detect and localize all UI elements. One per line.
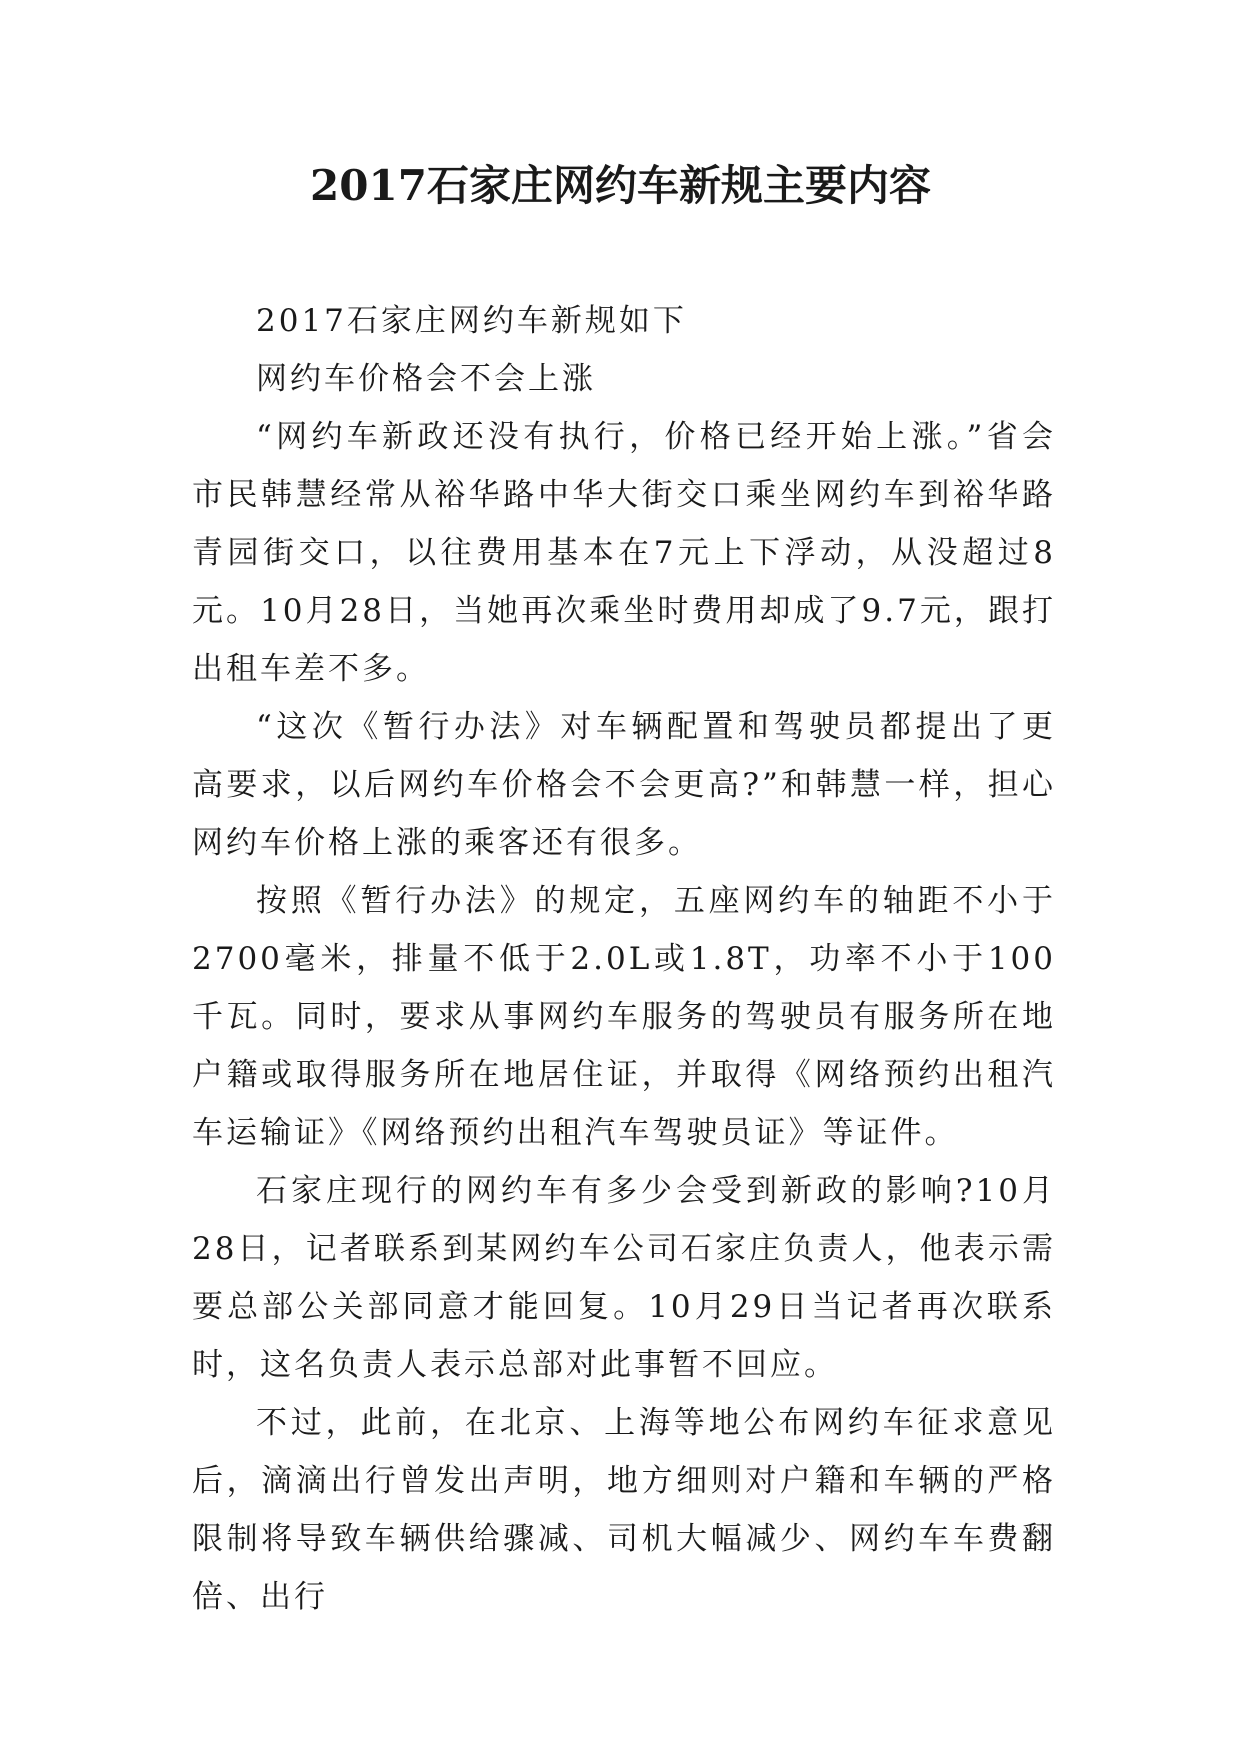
paragraph-subheading-2: 网约车价格会不会上涨 [256,361,596,397]
paragraph-subheading-1: 2017石家庄网约车新规如下 [256,303,687,339]
paragraph: 不过，此前，在北京、上海等地公布网约车征求意见后，滴滴出行曾发出声明，地方细则对户籍和车辆的严格限制将导致车辆供给骤减、司机大幅减少、网约车车费翻倍、出行 [192,1405,1056,1615]
document-body [192,292,1056,1626]
paragraph: “这次《暂行办法》对车辆配置和驾驶员都提出了更高要求，以后网约车价格会不会更高?”和韩慧一样，担心网约车价格上涨的乘客还有很多。 [192,709,1056,861]
document-title: 2017石家庄网约车新规主要内容 [310,161,931,210]
paragraph: “网约车新政还没有执行，价格已经开始上涨。”省会市民韩慧经常从裕华路中华大街交口乘坐网约车到裕华路青园街交口，以往费用基本在7元上下浮动，从没超过8元。10月28日，当她再次乘坐时费用却成了9.7元，跟打出租车差不多。 [192,419,1056,687]
paragraph: 石家庄现行的网约车有多少会受到新政的影响?10月28日，记者联系到某网约车公司石家庄负责人，他表示需要总部公关部同意才能回复。10月29日当记者再次联系时，这名负责人表示总部对此事暂不回应。 [192,1173,1056,1383]
paragraph: 按照《暂行办法》的规定，五座网约车的轴距不小于2700毫米，排量不低于2.0L或1.8T，功率不小于100千瓦。同时，要求从事网约车服务的驾驶员有服务所在地户籍或取得服务所在地居住证，并取得《网络预约出租汽车运输证》《网络预约出租汽车驾驶员证》等证件。 [192,883,1056,1151]
